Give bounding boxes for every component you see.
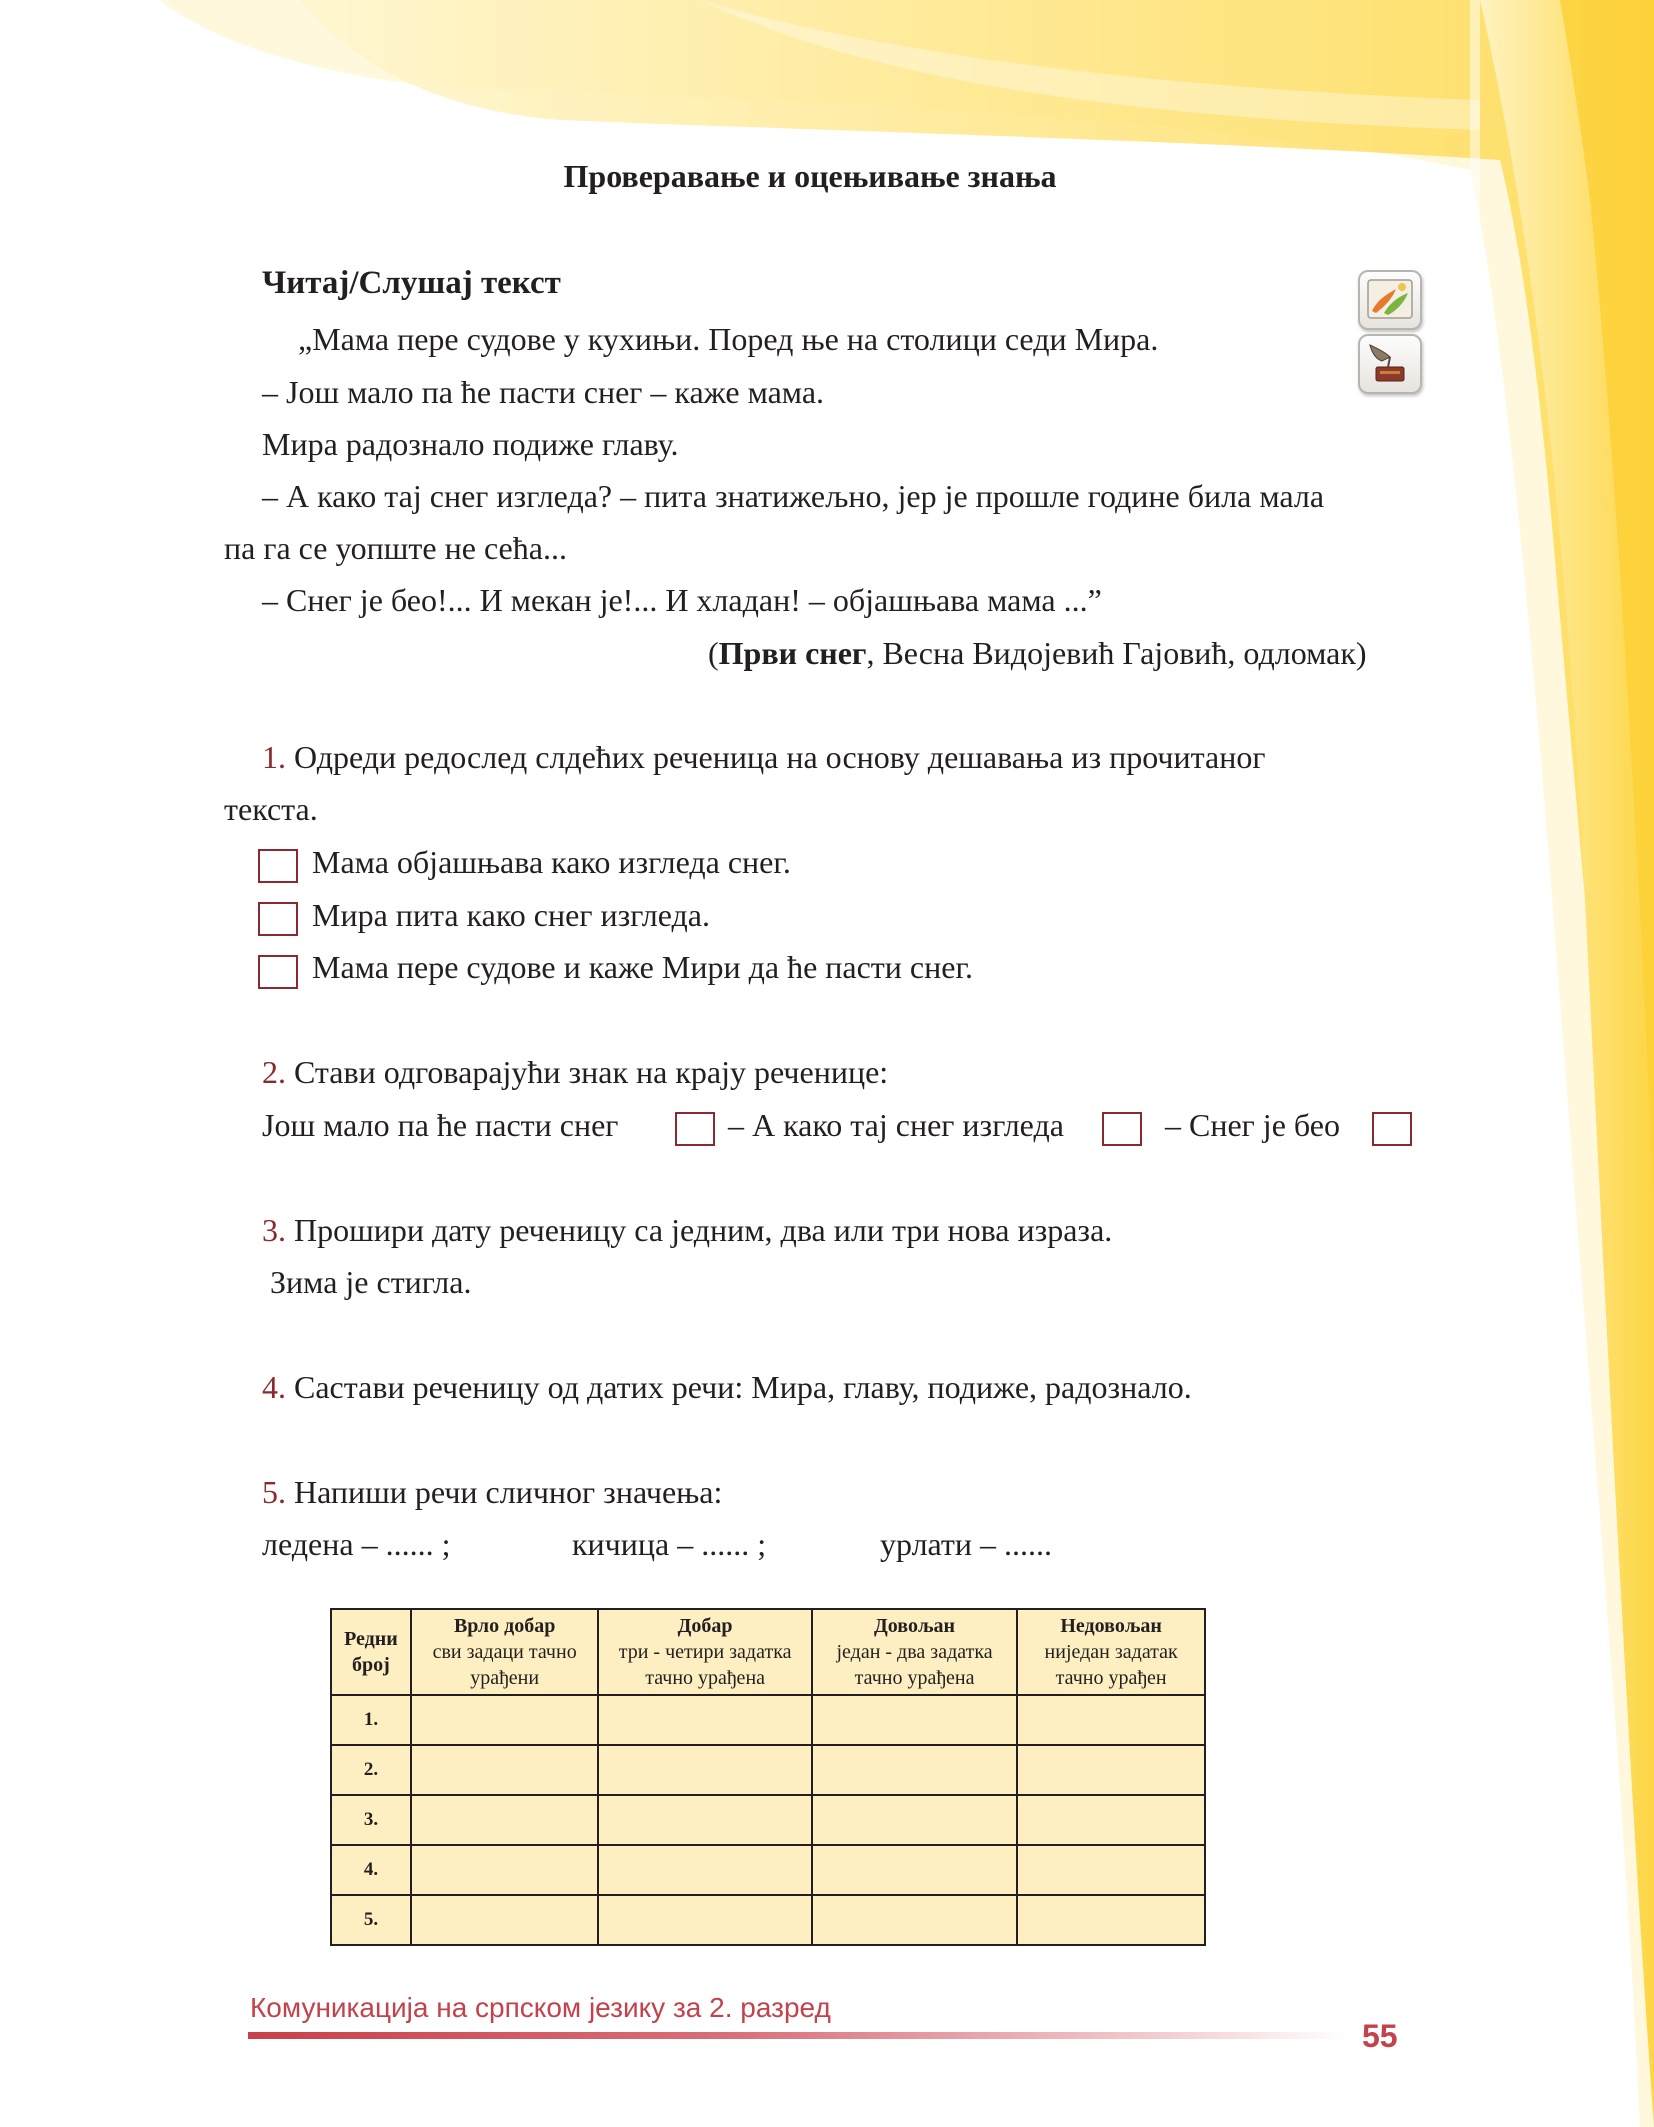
task5-prompt — [262, 1472, 722, 1512]
grade-cell[interactable] — [812, 1695, 1017, 1745]
order-box-2[interactable] — [258, 902, 298, 936]
punctuation-box-1[interactable] — [675, 1112, 715, 1146]
source-author: , Весна Видојевић Гајовић, одломак) — [866, 635, 1367, 671]
row-number: 4. — [331, 1845, 411, 1895]
task2-text: Стави одговарајући знак на крају реченице: — [286, 1054, 889, 1090]
task3-text: Прошири дату реченицу са једним, два или три нова израза. — [286, 1212, 1113, 1248]
grade-cell[interactable] — [598, 1745, 811, 1795]
task3-sentence: Зима је стигла. — [270, 1264, 472, 1300]
footer-divider — [248, 2032, 1348, 2039]
grade-desc: ниједан задатак — [1044, 1641, 1178, 1663]
grade-cell[interactable] — [411, 1745, 599, 1795]
grading-header-row — [331, 1609, 1205, 1695]
grade-cell[interactable] — [812, 1845, 1017, 1895]
grade-cell[interactable] — [812, 1795, 1017, 1845]
grade-cell[interactable] — [812, 1895, 1017, 1945]
order-option-2: Мира пита како снег изгледа. — [312, 897, 710, 933]
table-row — [331, 1695, 1205, 1745]
table-row — [331, 1845, 1205, 1895]
reading-line-4: – А како тај снег изгледа? – пита знатижељно, јер је прошле године била мала — [262, 478, 1325, 514]
order-option-1: Мама објашњава како изгледа снег. — [312, 844, 791, 880]
grade-column-good — [598, 1609, 811, 1695]
task2-prompt — [262, 1052, 888, 1092]
task4-text: Састави реченицу од датих речи: Мира, главу, подиже, радознало. — [286, 1369, 1192, 1405]
row-number: 3. — [331, 1795, 411, 1845]
task5-number: 5. — [262, 1474, 286, 1510]
task2-number: 2. — [262, 1054, 286, 1090]
order-option-3: Мама пере судове и каже Мири да ће пасти снег. — [312, 949, 973, 985]
grade-cell[interactable] — [411, 1795, 599, 1845]
grade-cell[interactable] — [411, 1845, 599, 1895]
grade-cell[interactable] — [598, 1845, 811, 1895]
grade-desc: један - два задатка — [836, 1641, 993, 1663]
grade-column-insufficient — [1017, 1609, 1205, 1695]
task2-sentence-1: Још мало па ће пасти снег — [262, 1107, 619, 1143]
row-number-header-line1: Редни — [344, 1628, 398, 1650]
reading-line-5: па га се уопште не сећа... — [224, 530, 567, 566]
picture-icon[interactable] — [1358, 270, 1422, 330]
grade-column-sufficient — [812, 1609, 1017, 1695]
task3-number: 3. — [262, 1212, 286, 1248]
grade-cell[interactable] — [1017, 1895, 1205, 1945]
row-number: 1. — [331, 1695, 411, 1745]
reading-line-1: „Мама пере судове у кухињи. Поред ње на столици седи Мира. — [298, 321, 1159, 357]
punctuation-box-3[interactable] — [1372, 1112, 1412, 1146]
grade-column-very-good — [411, 1609, 599, 1695]
row-number-header — [331, 1609, 411, 1695]
task2-sentence-2: – А како тај снег изгледа — [728, 1107, 1064, 1143]
page-title: Проверавање и оцењивање знања — [563, 158, 1057, 194]
grade-title: Врло добар — [453, 1615, 556, 1637]
grade-cell[interactable] — [1017, 1745, 1205, 1795]
grade-title: Довољан — [874, 1615, 956, 1637]
task4-prompt — [262, 1367, 1192, 1407]
synonym-item-2: кичица – ...... ; — [572, 1526, 767, 1562]
reading-line-6: – Снег је бео!... И мекан је!... И хладан! – објашњава мама ...” — [262, 582, 1102, 618]
synonym-item-3: урлати – ...... — [880, 1526, 1053, 1562]
grade-cell[interactable] — [598, 1695, 811, 1745]
page-number: 55 — [1362, 2018, 1398, 2054]
reading-heading: Читај/Слушај текст — [262, 265, 561, 301]
punctuation-box-2[interactable] — [1102, 1112, 1142, 1146]
grade-desc: три - четири задатка — [618, 1641, 792, 1663]
grade-title: Добар — [677, 1615, 733, 1637]
task1-prompt-cont: текста. — [224, 791, 318, 827]
grade-desc: урађени — [470, 1667, 540, 1689]
row-number: 2. — [331, 1745, 411, 1795]
grade-cell[interactable] — [411, 1695, 599, 1745]
grade-cell[interactable] — [1017, 1695, 1205, 1745]
row-number-header-line2: број — [352, 1654, 390, 1676]
table-row — [331, 1745, 1205, 1795]
task4-number: 4. — [262, 1369, 286, 1405]
synonym-item-1: ледена – ...... ; — [262, 1526, 451, 1562]
grade-desc: тачно урађен — [1055, 1667, 1167, 1689]
grading-table — [330, 1608, 1206, 1946]
grade-cell[interactable] — [411, 1895, 599, 1945]
grade-desc: сви задаци тачно — [432, 1641, 577, 1663]
grade-cell[interactable] — [812, 1745, 1017, 1795]
order-box-3[interactable] — [258, 955, 298, 989]
reading-line-2: – Још мало па ће пасти снег – каже мама. — [262, 374, 825, 410]
grade-cell[interactable] — [598, 1795, 811, 1845]
gramophone-icon[interactable] — [1358, 334, 1422, 394]
reading-source — [708, 633, 1367, 673]
grade-cell[interactable] — [598, 1895, 811, 1945]
task5-text: Напиши речи сличног значења: — [286, 1474, 723, 1510]
book-title: Комуникација на српском језику за 2. разред — [250, 1992, 831, 2023]
task1-number: 1. — [262, 739, 286, 775]
source-title: Први снег — [718, 635, 867, 671]
task1-text: Одреди редослед слдећих реченица на основу дешавања из прочитаног — [286, 739, 1266, 775]
reading-line-3: Мира радознало подиже главу. — [262, 426, 679, 462]
order-box-1[interactable] — [258, 849, 298, 883]
grade-title: Недовољан — [1060, 1615, 1162, 1637]
task2-sentence-3: – Снег је бео — [1165, 1107, 1340, 1143]
grade-desc: тачно урађена — [854, 1667, 975, 1689]
source-open: ( — [708, 635, 719, 671]
grade-desc: тачно урађена — [645, 1667, 766, 1689]
task3-prompt — [262, 1210, 1112, 1250]
grade-cell[interactable] — [1017, 1795, 1205, 1845]
task1-prompt — [262, 737, 1265, 777]
row-number: 5. — [331, 1895, 411, 1945]
grade-cell[interactable] — [1017, 1845, 1205, 1895]
table-row — [331, 1795, 1205, 1845]
table-row — [331, 1895, 1205, 1945]
